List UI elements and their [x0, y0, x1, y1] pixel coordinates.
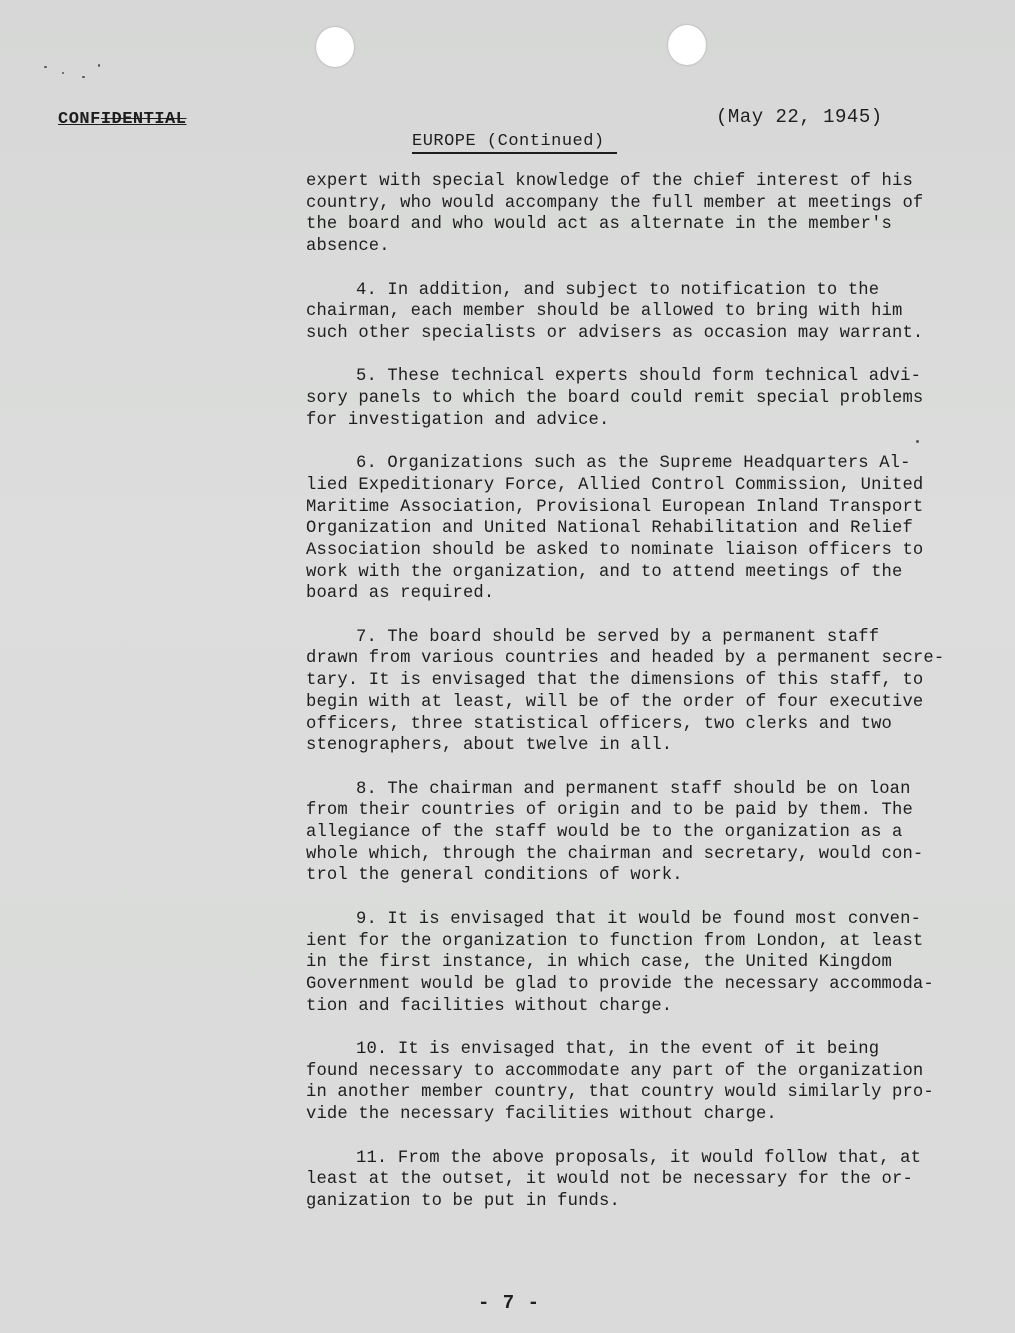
paragraph-number: 4. [356, 280, 377, 300]
paragraph-text: In addition, and subject to notification to the chairman, each member should be allowed to bring with him such other specialists or advisers as occasion may warrant. [306, 280, 924, 343]
paragraph-text: It is envisaged that, in the event of it being found necessary to accommodate any part of the organization in another member country, that country would similarly pro- vide the necessary facilities without charge. [306, 1040, 934, 1125]
numbered-paragraph [306, 1039, 966, 1126]
paragraph-text: Organizations such as the Supreme Headquarters Al- lied Expeditionary Force, Allied Control Commission, United Maritime Association, Provisional European Inland Transport Organization and United National Rehabilitation and Relief Association should be asked to nominate liaison officers to work with the organization, and to attend meetings of the board as required. [306, 454, 924, 604]
paragraph-text: It is envisaged that it would be found most conven- ient for the organization to function from London, at least in the first instance, in which case, the United Kingdom Government would be glad to provide the necessary accommoda- tion and facilities without charge. [306, 909, 934, 1016]
punch-hole-left [316, 27, 354, 67]
classification-prefix: CONF [58, 110, 101, 129]
classification-struck: IDENTIAL [100, 110, 187, 129]
numbered-paragraph [306, 453, 966, 605]
paragraph-number: 11. [356, 1148, 388, 1168]
paragraph-text: From the above proposals, it would follow that, at least at the outset, it would not be necessary for the or- ganization to be put in funds. [306, 1148, 922, 1211]
numbered-paragraph [306, 366, 966, 431]
speck [62, 72, 64, 74]
speck [98, 64, 100, 67]
punch-hole-right [668, 25, 706, 65]
paragraph-number: 9. [356, 909, 377, 929]
continuation-paragraph: expert with special knowledge of the chief interest of his country, who would accompany the full member at meetings of the board and who would act as alternate in the member's absence. [306, 172, 924, 257]
paragraph-number: 7. [356, 627, 377, 647]
paragraph-number: 5. [356, 367, 377, 387]
classification-marking [58, 110, 186, 129]
numbered-paragraph [306, 627, 966, 757]
section-heading: EUROPE (Continued) [412, 132, 617, 154]
paragraph-number: 10. [356, 1040, 388, 1060]
paragraph-text: The board should be served by a permanent staff drawn from various countries and headed by a permanent secre- tary. It is envisaged that the dimensions of this staff, to begin with at least, will be of the order of four executive officers, three statistical officers, two clerks and two stenographers, about twelve in all. [306, 627, 945, 756]
numbered-paragraph [306, 909, 966, 1018]
paragraph-text: The chairman and permanent staff should be on loan from their countries of origin and to be paid by them. The allegiance of the staff would be to the organization as a whole which, through the chairman and secretary, would con- trol the general conditions of work. [306, 779, 924, 886]
paragraph-text: These technical experts should form technical advi- sory panels to which the board could remit special problems for investigation and advice. [306, 367, 924, 430]
numbered-paragraph [306, 280, 966, 345]
page-number: - 7 - [478, 1292, 541, 1314]
numbered-paragraph [306, 779, 966, 888]
paragraph-number: 8. [356, 779, 377, 799]
speck [44, 66, 47, 68]
paragraph-number: 6. [356, 454, 377, 474]
document-body [306, 171, 966, 1234]
numbered-paragraph [306, 1148, 966, 1213]
document-date: (May 22, 1945) [716, 106, 883, 128]
speck [82, 76, 85, 78]
